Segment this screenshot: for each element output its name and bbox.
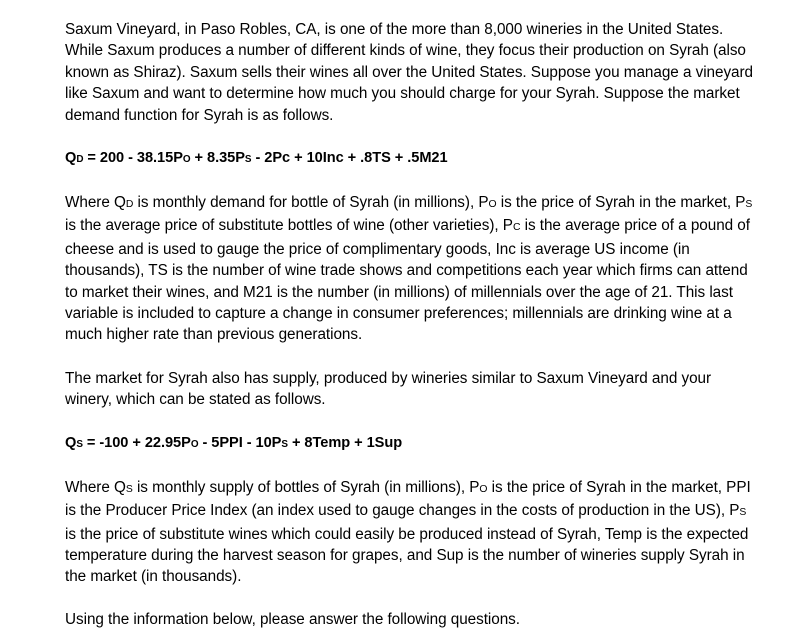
supply-q-subscript: S: [76, 438, 83, 450]
supply-def-text-2: is monthly supply of bottles of Syrah (in millions), P: [132, 478, 480, 496]
demand-equation: [65, 148, 756, 170]
demand-q: Q: [65, 150, 77, 167]
supply-def-sub-1: S: [125, 483, 133, 495]
supply-def-sub-3: S: [739, 507, 747, 519]
demand-def-text-1: Where Q: [65, 194, 126, 212]
supply-term-2: - 5PPI - 10P: [198, 434, 282, 451]
intro-paragraph: Saxum Vineyard, in Paso Robles, CA, is one of the more than 8,000 wineries in the United States. While Saxum produces a number of different kinds of wine, they focus their production on Syrah (also known as Shiraz). Saxum sells their wines all over the United States. Suppose you manage a vineyard like Saxum and want to determine how much you should charge for your Syrah. Suppose the market demand function for Syrah is as follows.: [65, 21, 754, 124]
demand-def-text-3: is the price of Syrah in the market, P: [496, 194, 746, 212]
closing-paragraph: Using the information below, please answer the following questions.: [65, 610, 520, 628]
supply-def-text-1: Where Q: [65, 478, 126, 496]
demand-term-3: - 2Pc + 10Inc + .8TS + .5M21: [251, 150, 448, 167]
supply-term-1: = -100 + 22.95P: [82, 434, 191, 451]
demand-p-subscript-1: O: [182, 154, 191, 166]
demand-def-sub-1: D: [125, 199, 134, 211]
demand-q-subscript: D: [76, 154, 84, 166]
supply-def-sub-2: O: [479, 483, 488, 495]
demand-def-text-5: is the average price of a pound of cheese and is used to gauge the price of complimentary goods, Inc is average US income (in thousands), TS is the number of wine trade shows and competitions each year which firms can attend to market their wines, and M21 is the number (in millions) of millennials over the age of 21. This last variable is included to capture a change in consumer preferences; millennials are drinking wine at a much higher rate than previous generations.: [65, 217, 750, 344]
supply-term-3: + 8Temp + 1Sup: [287, 434, 403, 451]
demand-def-text-2: is monthly demand for bottle of Syrah (in millions), P: [133, 194, 489, 212]
demand-term-2: + 8.35P: [190, 150, 245, 167]
supply-equation: [65, 433, 756, 455]
supply-def-text-4: is the price of substitute wines which could easily be produced instead of Syrah, Temp is the expected temperature during the harvest season for grapes, and Sup is the number of wineries supply Syrah in the market (in thousands).: [65, 525, 749, 586]
demand-def-sub-2: O: [488, 199, 497, 211]
supply-intro-paragraph: The market for Syrah also has supply, produced by wineries similar to Saxum Vineyard and your winery, which can be stated as follows.: [65, 369, 712, 409]
demand-term-1: = 200 - 38.15P: [83, 150, 183, 167]
supply-def-text-3: is the price of Syrah in the market, PPI is the Producer Price Index (an index used to gauge changes in the costs of production in the US), P: [65, 478, 751, 520]
demand-p-subscript-2: S: [244, 154, 252, 166]
demand-definitions-paragraph: [65, 192, 756, 346]
demand-def-sub-3: S: [745, 199, 753, 211]
demand-def-text-4: is the average price of substitute bottles of wine (other varieties), P: [65, 217, 513, 235]
demand-def-sub-4: C: [512, 222, 521, 234]
supply-p-subscript-1: O: [190, 438, 199, 450]
supply-definitions-paragraph: [65, 477, 756, 588]
supply-q: Q: [65, 434, 77, 451]
supply-p-subscript-2: S: [281, 438, 288, 450]
